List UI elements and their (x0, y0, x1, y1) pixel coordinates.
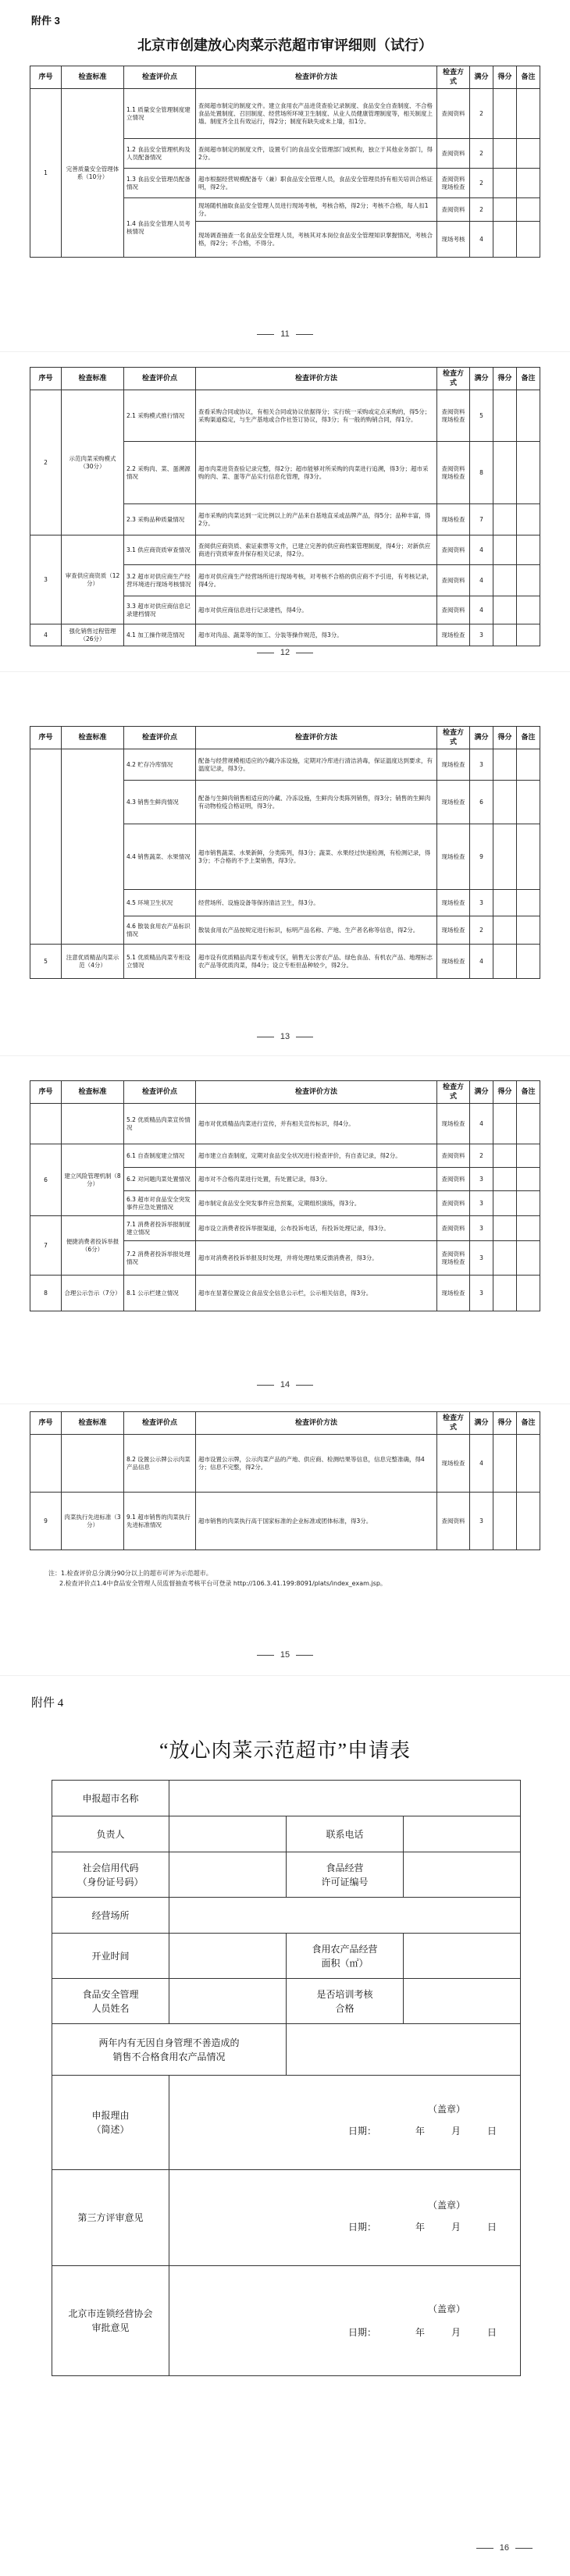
mode-cell: 现场检查 (437, 749, 470, 781)
footnote: 注：1.检查评价总分满分90分以上的超市可评为示范超市。 (48, 1570, 212, 1577)
point-cell: 2.3 采购品种质量情况 (124, 504, 196, 535)
standard-cell: 强化销售过程管理（26分） (62, 624, 124, 646)
review-table-page15 (30, 1411, 540, 1550)
score-cell (493, 749, 517, 781)
score-cell (493, 890, 517, 916)
full-cell: 4 (470, 945, 493, 979)
point-cell: 5.2 优质精品肉菜宣传情况 (124, 1104, 196, 1144)
mode-cell: 查阅资料 (437, 565, 470, 596)
field-phone[interactable] (404, 1816, 521, 1852)
full-cell: 3 (470, 624, 493, 646)
header-standard: 检查标准 (62, 727, 124, 749)
full-cell: 4 (470, 535, 493, 565)
mode-cell: 查阅资料 (437, 1493, 470, 1550)
score-cell (493, 624, 517, 646)
label-safety-manager: 食品安全管理 人员姓名 (52, 1979, 169, 2024)
method-cell: 现场随机抽取食品安全管理人员进行现场考核，考核合格，得2分；考核不合格，每人扣1分。 (196, 198, 437, 222)
standard-cell (62, 1104, 124, 1144)
point-cell: 3.3 超市对供应商信息记录建档情况 (124, 596, 196, 624)
score-cell (493, 916, 517, 945)
full-cell: 2 (470, 198, 493, 222)
seq-cell: 6 (30, 1144, 62, 1216)
standard-cell: 合理公示告示（7分） (62, 1276, 124, 1311)
field-violation-question[interactable] (287, 2024, 521, 2076)
method-cell: 超市对不合格肉菜进行处置，有处置记录，得3分。 (196, 1168, 437, 1191)
standard-cell (62, 749, 124, 945)
method-cell: 超市设置公示牌，公示肉菜产品的产地、供应商、检测结果等信息，信息完整准确，得4分；信息不完整，得2分。 (196, 1435, 437, 1493)
score-cell (493, 1168, 517, 1191)
page-divider (0, 1055, 570, 1056)
header-score: 得分 (493, 1081, 517, 1104)
method-cell: 配备与生鲜肉销售相适应的冷藏、冷冻设施，生鲜肉分类陈列销售，得3分；销售的生鲜肉有动物检疫合格证明，得3分。 (196, 781, 437, 824)
method-cell: 现场调查抽查一名食品安全管理人员，考核其对本岗位食品安全管理知识掌握情况，考核合格，得2分；不合格，不得分。 (196, 222, 437, 258)
field-association[interactable] (169, 2266, 521, 2376)
full-cell: 6 (470, 781, 493, 824)
label-open-date: 开业时间 (52, 1934, 169, 1979)
mode-cell: 查阅资料 (437, 535, 470, 565)
footnotes (48, 1569, 533, 1589)
method-cell: 超市设有优质精品肉菜专柜或专区，销售无公害农产品、绿色食品、有机农产品、地理标志农产品等优质肉菜，得4分；设立专柜但品种较少，得2分。 (196, 945, 437, 979)
point-cell: 6.2 对问题肉菜处置情况 (124, 1168, 196, 1191)
page-number: 12 (0, 648, 570, 657)
remark-cell (517, 1191, 540, 1216)
mode-cell: 查阅资料 (437, 1168, 470, 1191)
score-cell (493, 535, 517, 565)
standard-cell (62, 1435, 124, 1493)
score-cell (493, 781, 517, 824)
remark-cell (517, 781, 540, 824)
header-remark: 备注 (517, 368, 540, 390)
seq-cell: 3 (30, 535, 62, 624)
header-method: 检查评价方法 (196, 66, 437, 89)
remark-cell (517, 1104, 540, 1144)
method-cell: 查阅超市制定的制度文件。建立食用农产品进货查验记录制度、食品安全自查制度、不合格食品处置制度、召回制度、经营场所环境卫生制度、从业人员健康管理制度等，相关制度上墙。制度齐全且有效运行，得2分；制度有缺失或未上墙，扣1分。 (196, 89, 437, 139)
header-point: 检查评价点 (124, 1081, 196, 1104)
score-cell (493, 565, 517, 596)
full-cell: 2 (470, 139, 493, 169)
header-standard: 检查标准 (62, 1081, 124, 1104)
full-cell: 2 (470, 1144, 493, 1168)
label-site: 经营场所 (52, 1898, 169, 1934)
standard-cell: 注意优质精品肉菜示范（4分） (62, 945, 124, 979)
mode-cell: 查阅资料 (437, 1144, 470, 1168)
full-cell: 3 (470, 1191, 493, 1216)
label-phone: 联系电话 (287, 1816, 404, 1852)
seq-cell: 7 (30, 1216, 62, 1276)
point-cell: 1.2 食品安全管理机构及人员配备情况 (124, 139, 196, 169)
method-cell: 超市建立自查制度，定期对食品安全状况进行检查评价，有自查记录，得2分。 (196, 1144, 437, 1168)
remark-cell (517, 1144, 540, 1168)
field-open-date[interactable] (169, 1934, 287, 1979)
header-score: 得分 (493, 368, 517, 390)
point-cell: 4.1 加工操作规范情况 (124, 624, 196, 646)
field-applicant[interactable] (169, 1781, 521, 1816)
header-score: 得分 (493, 727, 517, 749)
remark-cell (517, 890, 540, 916)
header-score: 得分 (493, 66, 517, 89)
standard-cell: 建立风险管理机制（8分） (62, 1144, 124, 1216)
page-divider (0, 671, 570, 672)
application-form (52, 1780, 521, 2376)
remark-cell (517, 1435, 540, 1493)
mode-cell: 查阅资料 (437, 596, 470, 624)
page-number: 11 (0, 329, 570, 339)
method-cell: 超市制定食品安全突发事件应急预案，定期组织演练，得3分。 (196, 1191, 437, 1216)
label-third-party: 第三方评审意见 (52, 2170, 169, 2266)
full-cell: 4 (470, 596, 493, 624)
header-method: 检查评价方法 (196, 727, 437, 749)
header-method: 检查评价方法 (196, 1412, 437, 1435)
remark-cell (517, 624, 540, 646)
method-cell: 超市根据经营规模配备专（兼）职食品安全管理人员，食品安全管理员持有相关培训合格证明，得2分。 (196, 169, 437, 198)
score-cell (493, 222, 517, 258)
method-cell: 散装食用农产品按规定进行标识，标明产品名称、产地、生产者名称等信息，得2分。 (196, 916, 437, 945)
mode-cell: 现场检查 (437, 1435, 470, 1493)
remark-cell (517, 89, 540, 139)
remark-cell (517, 198, 540, 222)
full-cell: 2 (470, 916, 493, 945)
method-cell: 超市对供应商信息进行记录建档，得4分。 (196, 596, 437, 624)
header-full: 满分 (470, 1412, 493, 1435)
full-cell: 3 (470, 1216, 493, 1241)
full-cell: 3 (470, 890, 493, 916)
standard-cell: 完善质量安全管理体系（10分） (62, 89, 124, 258)
remark-cell (517, 596, 540, 624)
annex4-tag: 附件 4 (31, 1697, 64, 1710)
method-cell: 查阅超市制定的制度文件，设置专门的食品安全管理部门或机构，独立于其他业务部门，得2分。 (196, 139, 437, 169)
page-divider (0, 1675, 570, 1676)
mode-cell: 查阅资料 (437, 89, 470, 139)
date-line: 日期： 年 月 日 (347, 2126, 497, 2137)
form-title: “放心肉菜示范超市”申请表 (159, 1739, 411, 1762)
stamp-label: （盖章） (427, 2104, 465, 2115)
point-cell: 4.5 环境卫生状况 (124, 890, 196, 916)
full-cell: 8 (470, 442, 493, 504)
header-remark: 备注 (517, 727, 540, 749)
score-cell (493, 504, 517, 535)
label-license: 食品经营 许可证编号 (287, 1852, 404, 1898)
score-cell (493, 824, 517, 890)
seq-cell: 9 (30, 1493, 62, 1550)
remark-cell (517, 1276, 540, 1311)
mode-cell: 现场检查 (437, 916, 470, 945)
score-cell (493, 1216, 517, 1241)
point-cell: 4.3 销售生鲜肉情况 (124, 781, 196, 824)
full-cell: 2 (470, 89, 493, 139)
page-number: 14 (0, 1380, 570, 1389)
seq-cell: 4 (30, 624, 62, 646)
mode-cell: 现场检查 (437, 890, 470, 916)
review-table-page13 (30, 726, 540, 979)
point-cell: 4.4 销售蔬菜、水果情况 (124, 824, 196, 890)
label-applicant: 申报超市名称 (52, 1781, 169, 1816)
label-association: 北京市连锁经营协会 审批意见 (52, 2266, 169, 2376)
method-cell: 经营场所、设施设备等保持清洁卫生，得3分。 (196, 890, 437, 916)
method-cell: 超市肉菜进货查验记录完整，得2分；超市能够对所采购的肉菜进行追溯，得3分；超市采购的肉、菜、蛋等产品实行信息化管理，得3分。 (196, 442, 437, 504)
page-divider (0, 351, 570, 352)
field-site[interactable] (169, 1898, 521, 1934)
label-area: 食用农产品经营 面积（㎡） (287, 1934, 404, 1979)
point-cell: 1.4 食品安全管理人员考核情况 (124, 198, 196, 258)
method-cell: 超市设立消费者投诉举报渠道，公布投诉电话，有投诉处理记录，得3分。 (196, 1216, 437, 1241)
full-cell: 3 (470, 1276, 493, 1311)
score-cell (493, 390, 517, 442)
review-table-page11 (30, 66, 540, 258)
point-cell: 4.2 贮存冷库情况 (124, 749, 196, 781)
point-cell: 9.1 超市销售的肉菜执行先进标准情况 (124, 1493, 196, 1550)
label-credit-code: 社会信用代码 （身份证号码） (52, 1852, 169, 1898)
mode-cell: 现场检查 (437, 1276, 470, 1311)
point-cell: 4.6 散装食用农产品标识情况 (124, 916, 196, 945)
point-cell: 8.1 公示栏建立情况 (124, 1276, 196, 1311)
score-cell (493, 596, 517, 624)
header-score: 得分 (493, 1412, 517, 1435)
stamp-label: （盖章） (427, 2200, 465, 2211)
method-cell: 超市销售蔬菜、水果新鲜，分类陈列，得3分；蔬菜、水果经过快速检测，有检测记录，得3分；不合格的不予上架销售，得3分。 (196, 824, 437, 890)
mode-cell: 现场检查 (437, 624, 470, 646)
remark-cell (517, 1493, 540, 1550)
full-cell: 3 (470, 1241, 493, 1276)
seq-cell (30, 1435, 62, 1493)
full-cell: 5 (470, 390, 493, 442)
seq-cell (30, 1104, 62, 1144)
score-cell (493, 1144, 517, 1168)
header-point: 检查评价点 (124, 727, 196, 749)
full-cell: 3 (470, 1168, 493, 1191)
annex3-tag: 附件 3 (31, 15, 60, 27)
mode-cell: 查阅资料 现场检查 (437, 169, 470, 198)
method-cell: 超市在显著位置设立食品安全信息公示栏，公示相关信息，得3分。 (196, 1276, 437, 1311)
header-standard: 检查标准 (62, 1412, 124, 1435)
field-third-party[interactable] (169, 2170, 521, 2266)
point-cell: 7.1 消费者投诉举报制度建立情况 (124, 1216, 196, 1241)
review-table-page14 (30, 1080, 540, 1311)
mode-cell: 现场检查 (437, 1104, 470, 1144)
label-violation-question: 两年内有无因自身管理不善造成的 销售不合格食用农产品情况 (52, 2024, 287, 2076)
field-safety-manager[interactable] (169, 1979, 287, 2024)
score-cell (493, 1191, 517, 1216)
header-mode: 检查方式 (437, 727, 470, 749)
point-cell: 6.1 自查制度建立情况 (124, 1144, 196, 1168)
method-cell: 超市采购的肉菜达到一定比例以上的产品来自基地直采或品牌产品，得5分；品种丰富，得2分。 (196, 504, 437, 535)
point-cell: 8.2 设置公示牌公示肉菜产品信息 (124, 1435, 196, 1493)
header-method: 检查评价方法 (196, 368, 437, 390)
remark-cell (517, 535, 540, 565)
score-cell (493, 89, 517, 139)
document-title: 北京市创建放心肉菜示范超市审评细则（试行） (137, 37, 433, 53)
remark-cell (517, 390, 540, 442)
score-cell (493, 1435, 517, 1493)
method-cell: 查阅供应商资质、索证索票等文件，已建立完善的供应商档案管理制度，得4分；对新供应商进行资质审查并保存相关记录，得2分。 (196, 535, 437, 565)
header-seq: 序号 (30, 1412, 62, 1435)
remark-cell (517, 139, 540, 169)
header-mode: 检查方式 (437, 1412, 470, 1435)
seq-cell (30, 749, 62, 945)
score-cell (493, 139, 517, 169)
header-full: 满分 (470, 727, 493, 749)
standard-cell: 肉菜执行先进标准（3分） (62, 1493, 124, 1550)
date-line: 日期： 年 月 日 (347, 2327, 497, 2338)
header-seq: 序号 (30, 1081, 62, 1104)
point-cell: 1.1 质量安全管理制度建立情况 (124, 89, 196, 139)
header-remark: 备注 (517, 1081, 540, 1104)
point-cell: 5.1 优质精品肉菜专柜设立情况 (124, 945, 196, 979)
remark-cell (517, 565, 540, 596)
point-cell: 1.3 食品安全管理员配备情况 (124, 169, 196, 198)
footnote: 2.检查评价点1.4中食品安全管理人员监督抽查考核平台可登录 http://106.3.41.199:8091/plats/index_exam.jsp。 (59, 1579, 387, 1587)
full-cell: 2 (470, 169, 493, 198)
remark-cell (517, 442, 540, 504)
header-method: 检查评价方法 (196, 1081, 437, 1104)
full-cell: 4 (470, 222, 493, 258)
score-cell (493, 1276, 517, 1311)
remark-cell (517, 169, 540, 198)
remark-cell (517, 916, 540, 945)
header-point: 检查评价点 (124, 66, 196, 89)
label-reason: 申报理由 （简述） (52, 2076, 169, 2170)
seq-cell: 1 (30, 89, 62, 258)
header-standard: 检查标准 (62, 368, 124, 390)
header-full: 满分 (470, 66, 493, 89)
method-cell: 超市对消费者投诉举报及时处理，并将处理结果反馈消费者，得3分。 (196, 1241, 437, 1276)
header-point: 检查评价点 (124, 368, 196, 390)
header-point: 检查评价点 (124, 1412, 196, 1435)
field-leader[interactable] (169, 1816, 287, 1852)
mode-cell: 现场检查 (437, 504, 470, 535)
remark-cell (517, 824, 540, 890)
score-cell (493, 1104, 517, 1144)
standard-cell: 审查供应商资质（12分） (62, 535, 124, 624)
remark-cell (517, 1241, 540, 1276)
stamp-label: （盖章） (427, 2304, 465, 2314)
field-credit-code[interactable] (169, 1852, 287, 1898)
method-cell: 查看采购合同或协议，有相关合同或协议依据得分；实行统一采购或定点采购的，得5分；采购渠道稳定，与生产基地或合作社签订协议，得3分；有一般的购销合同，得1分。 (196, 390, 437, 442)
mode-cell: 现场检查 (437, 945, 470, 979)
point-cell: 2.2 采购肉、菜、蛋溯源情况 (124, 442, 196, 504)
field-license[interactable] (404, 1852, 521, 1898)
page-number: 15 (0, 1650, 570, 1660)
point-cell: 3.1 供应商资质审查情况 (124, 535, 196, 565)
header-seq: 序号 (30, 727, 62, 749)
seq-cell: 2 (30, 390, 62, 535)
header-remark: 备注 (517, 66, 540, 89)
mode-cell: 查阅资料 现场检查 (437, 1241, 470, 1276)
score-cell (493, 198, 517, 222)
method-cell: 超市销售的肉菜执行高于国家标准的企业标准或团体标准，得3分。 (196, 1493, 437, 1550)
field-trained[interactable] (404, 1979, 521, 2024)
mode-cell: 现场检查 (437, 824, 470, 890)
remark-cell (517, 945, 540, 979)
score-cell (493, 945, 517, 979)
point-cell: 2.1 采购模式推行情况 (124, 390, 196, 442)
header-mode: 检查方式 (437, 368, 470, 390)
point-cell: 6.3 超市对食品安全突发事件应急处置情况 (124, 1191, 196, 1216)
full-cell: 4 (470, 565, 493, 596)
header-mode: 检查方式 (437, 1081, 470, 1104)
standard-cell: 示范肉菜采购模式（30分） (62, 390, 124, 535)
mode-cell: 现场考核 (437, 222, 470, 258)
method-cell: 配备与经营规模相适应的冷藏冷冻设施，定期对冷库进行清洁消毒，保证温度达到要求，有温度记录，得3分。 (196, 749, 437, 781)
header-standard: 检查标准 (62, 66, 124, 89)
page-number: 13 (0, 1032, 570, 1041)
score-cell (493, 1241, 517, 1276)
score-cell (493, 169, 517, 198)
point-cell: 3.2 超市对供应商生产经营环境进行现场考核情况 (124, 565, 196, 596)
mode-cell: 查阅资料 (437, 1216, 470, 1241)
mode-cell: 查阅资料 (437, 1191, 470, 1216)
date-line: 日期： 年 月 日 (347, 2222, 497, 2233)
header-mode: 检查方式 (437, 66, 470, 89)
label-trained: 是否培训考核 合格 (287, 1979, 404, 2024)
full-cell: 3 (470, 749, 493, 781)
method-cell: 超市对优质精品肉菜进行宣传，并有相关宣传标识，得4分。 (196, 1104, 437, 1144)
point-cell: 7.2 消费者投诉举报处理情况 (124, 1241, 196, 1276)
header-seq: 序号 (30, 66, 62, 89)
field-area[interactable] (404, 1934, 521, 1979)
remark-cell (517, 1168, 540, 1191)
field-reason[interactable] (169, 2076, 521, 2170)
remark-cell (517, 749, 540, 781)
score-cell (493, 1493, 517, 1550)
score-cell (493, 442, 517, 504)
full-cell: 7 (470, 504, 493, 535)
header-full: 满分 (470, 1081, 493, 1104)
full-cell: 3 (470, 1493, 493, 1550)
method-cell: 超市对肉品、蔬菜等的加工、分装等操作规范，得3分。 (196, 624, 437, 646)
mode-cell: 查阅资料 (437, 198, 470, 222)
label-leader: 负责人 (52, 1816, 169, 1852)
mode-cell: 现场检查 (437, 781, 470, 824)
mode-cell: 查阅资料 现场检查 (437, 390, 470, 442)
header-seq: 序号 (30, 368, 62, 390)
header-remark: 备注 (517, 1412, 540, 1435)
remark-cell (517, 1216, 540, 1241)
seq-cell: 5 (30, 945, 62, 979)
seq-cell: 8 (30, 1276, 62, 1311)
full-cell: 4 (470, 1435, 493, 1493)
mode-cell: 查阅资料 现场检查 (437, 442, 470, 504)
method-cell: 超市对供应商生产经营场所进行现场考核，对考核不合格的供应商不予引进，有考核记录，得4分。 (196, 565, 437, 596)
header-full: 满分 (470, 368, 493, 390)
standard-cell: 便捷消费者投诉举报（6分） (62, 1216, 124, 1276)
remark-cell (517, 504, 540, 535)
mode-cell: 查阅资料 (437, 139, 470, 169)
remark-cell (517, 222, 540, 258)
review-table-page12 (30, 367, 540, 646)
full-cell: 4 (470, 1104, 493, 1144)
full-cell: 9 (470, 824, 493, 890)
page-number: 16 (226, 2543, 539, 2553)
